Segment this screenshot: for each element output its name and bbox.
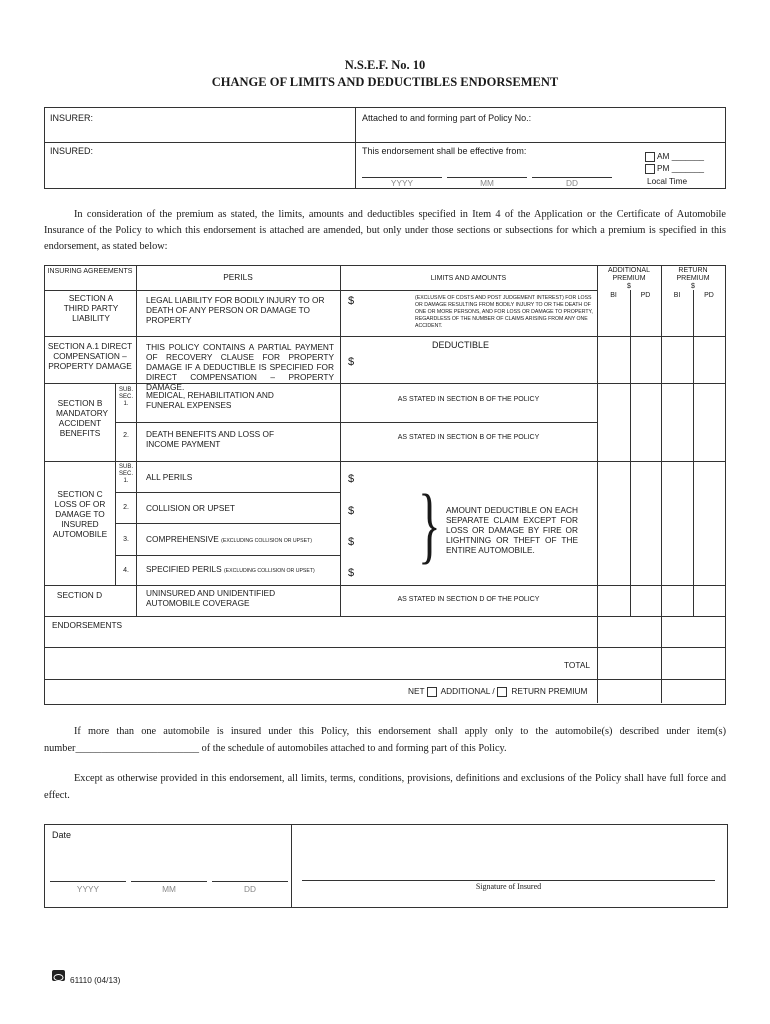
coverage-table [44, 265, 726, 705]
am-checkbox[interactable] [645, 152, 655, 162]
net-premium-row: NET ADDITIONAL / RETURN PREMIUM [408, 686, 588, 696]
sign-date-dd: DD [244, 884, 256, 894]
local-time-label: Local Time [647, 176, 688, 186]
am-option[interactable]: AM _______ [645, 151, 704, 162]
pm-checkbox[interactable] [645, 164, 655, 174]
insurer-label: INSURER: [50, 113, 94, 123]
section-c-sub4-peril: SPECIFIED PERILS (EXCLUDING COLLISION OR UPSET) [146, 564, 315, 574]
section-d-limit: AS STATED IN SECTION D OF THE POLICY [397, 596, 540, 603]
policy-number-label: Attached to and forming part of Policy No.: [362, 113, 532, 123]
section-a1-peril: THIS POLICY CONTAINS A PARTIAL PAYMENT OF RECOVERY CLAUSE FOR PROPERTY DAMAGE IF A DEDUCTIBLE IS SPECIFIED FOR DIRECT COMPENSATION – PROPERTY DAMAGE. [146, 342, 334, 392]
section-c-sub3-dollar: $ [348, 536, 355, 548]
form-code: 61110 (04/13) [70, 975, 121, 985]
sign-date-mm: MM [162, 884, 176, 894]
section-d-label: SECTION D [56, 590, 103, 600]
page-title: CHANGE OF LIMITS AND DEDUCTIBLES ENDORSEMENT [211, 75, 559, 89]
insured-label: INSURED: [50, 146, 94, 156]
section-c-sub1-peril: ALL PERILS [146, 472, 193, 482]
section-b-sub2-peril: DEATH BENEFITS AND LOSS OF INCOME PAYMENT [146, 429, 275, 449]
section-c-sub2-dollar: $ [348, 505, 355, 517]
section-c-deductible-note: AMOUNT DEDUCTIBLE ON EACH SEPARATE CLAIM EXCEPT FOR LOSS OR DAMAGE BY FIRE OR LIGHTNING OR THEFT OF THE ENTIRE AUTOMOBILE. [446, 505, 578, 555]
section-b-sub2-label: 2. [123, 432, 129, 439]
section-b-sub2-limit: AS STATED IN SECTION B OF THE POLICY [397, 434, 540, 441]
return-bi: BI [673, 292, 681, 299]
signature-box [44, 824, 728, 908]
policy-terms-paragraph: Except as otherwise provided in this endorsement, all limits, terms, conditions, provisions, definitions and exclusions of the Policy shall have full force and effect. [44, 773, 726, 801]
section-d-peril: UNINSURED AND UNIDENTIFIED AUTOMOBILE COVERAGE [146, 588, 276, 608]
additional-bi: BI [610, 292, 617, 299]
header-perils: PERILS [223, 272, 253, 282]
pm-option[interactable]: PM _______ [645, 163, 704, 174]
return-premium-checkbox[interactable] [497, 687, 507, 697]
sign-date-yyyy: YYYY [76, 884, 100, 894]
endorsements-label: ENDORSEMENTS [52, 620, 123, 630]
effective-date-label: This endorsement shall be effective from: [362, 146, 527, 156]
section-c-sub3-peril: COMPREHENSIVE (EXCLUDING COLLISION OR UPSET) [146, 534, 312, 544]
section-c-sub1-label: SUB. SEC. 1. [118, 464, 133, 484]
section-b-sub1-label: SUB. SEC. 1. [118, 387, 133, 407]
brace-icon: } [418, 476, 441, 572]
section-a1-dollar: $ [348, 356, 355, 368]
header-additional-premium: ADDITIONAL PREMIUM [607, 267, 650, 282]
section-a-note: (EXCLUSIVE OF COSTS AND POST JUDGEMENT INTEREST) FOR LOSS OR DAMAGE RESULTING FROM BODILY INJURY TO OR THE DEATH OF ONE OR MORE PERSONS, AND FOR LOSS OR DAMAGE TO PROPERTY, REGARDLESS OF THE NUMBER OF CLAIMS ARISING FROM ANY ONE ACCIDENT. [415, 295, 593, 329]
form-number: N.S.E.F. No. 10 [344, 58, 426, 72]
section-c-label: SECTION C LOSS OF OR DAMAGE TO INSURED AUTOMOBILE [52, 489, 108, 539]
intro-paragraph: In consideration of the premium as stated, the limits, amounts and deductibles specified in Item 4 of the Application or the Certificate of Automobile Insurance of the Policy to which this endorsement is attached are amended, but only under those sections or subsections for which a premium is specified in this endorsement, as stated below: [44, 209, 726, 252]
section-b-sub1-limit: AS STATED IN SECTION B OF THE POLICY [397, 396, 540, 403]
effective-dd: DD [566, 178, 578, 188]
section-a-label: SECTION A THIRD PARTY LIABILITY [63, 293, 119, 323]
return-dollar: $ [691, 283, 695, 290]
return-pd: PD [704, 292, 714, 299]
section-b-label: SECTION B MANDATORY ACCIDENT BENEFITS [56, 398, 109, 438]
effective-yyyy: YYYY [390, 178, 414, 188]
additional-checkbox[interactable] [427, 687, 437, 697]
header-limits-amounts: LIMITS AND AMOUNTS [430, 275, 507, 282]
automobile-paragraph: If more than one automobile is insured under this Policy, this endorsement shall apply only to the automobile(s) described under item(s) number________________________ of the schedule of automobiles attached to and forming part of this Policy. [44, 726, 726, 754]
section-c-sub3-label: 3. [123, 536, 129, 543]
section-c-sub1-dollar: $ [348, 473, 355, 485]
section-a1-label: SECTION A.1 DIRECT COMPENSATION – PROPERTY DAMAGE [47, 341, 133, 371]
section-c-sub2-label: 2. [123, 504, 129, 511]
section-c-sub4-dollar: $ [348, 567, 355, 579]
section-b-sub1-peril: MEDICAL, REHABILITATION AND FUNERAL EXPENSES [146, 390, 274, 410]
effective-mm: MM [480, 178, 494, 188]
section-c-sub4-label: 4. [123, 567, 129, 574]
total-label: TOTAL [564, 660, 590, 670]
additional-dollar: $ [627, 283, 631, 290]
section-a-dollar: $ [348, 295, 355, 307]
header-insuring-agreements: INSURING AGREEMENTS [47, 268, 133, 275]
signature-label: Signature of Insured [475, 882, 542, 891]
section-c-sub2-peril: COLLISION OR UPSET [146, 503, 235, 513]
ibc-logo-icon [52, 970, 65, 981]
header-return-premium: RETURN PREMIUM [676, 267, 710, 282]
section-a-peril: LEGAL LIABILITY FOR BODILY INJURY TO OR DEATH OF ANY PERSON OR DAMAGE TO PROPERTY [146, 295, 325, 325]
date-label: Date [52, 830, 72, 840]
deductible-label: DEDUCTIBLE [432, 340, 490, 350]
additional-pd: PD [640, 292, 651, 299]
